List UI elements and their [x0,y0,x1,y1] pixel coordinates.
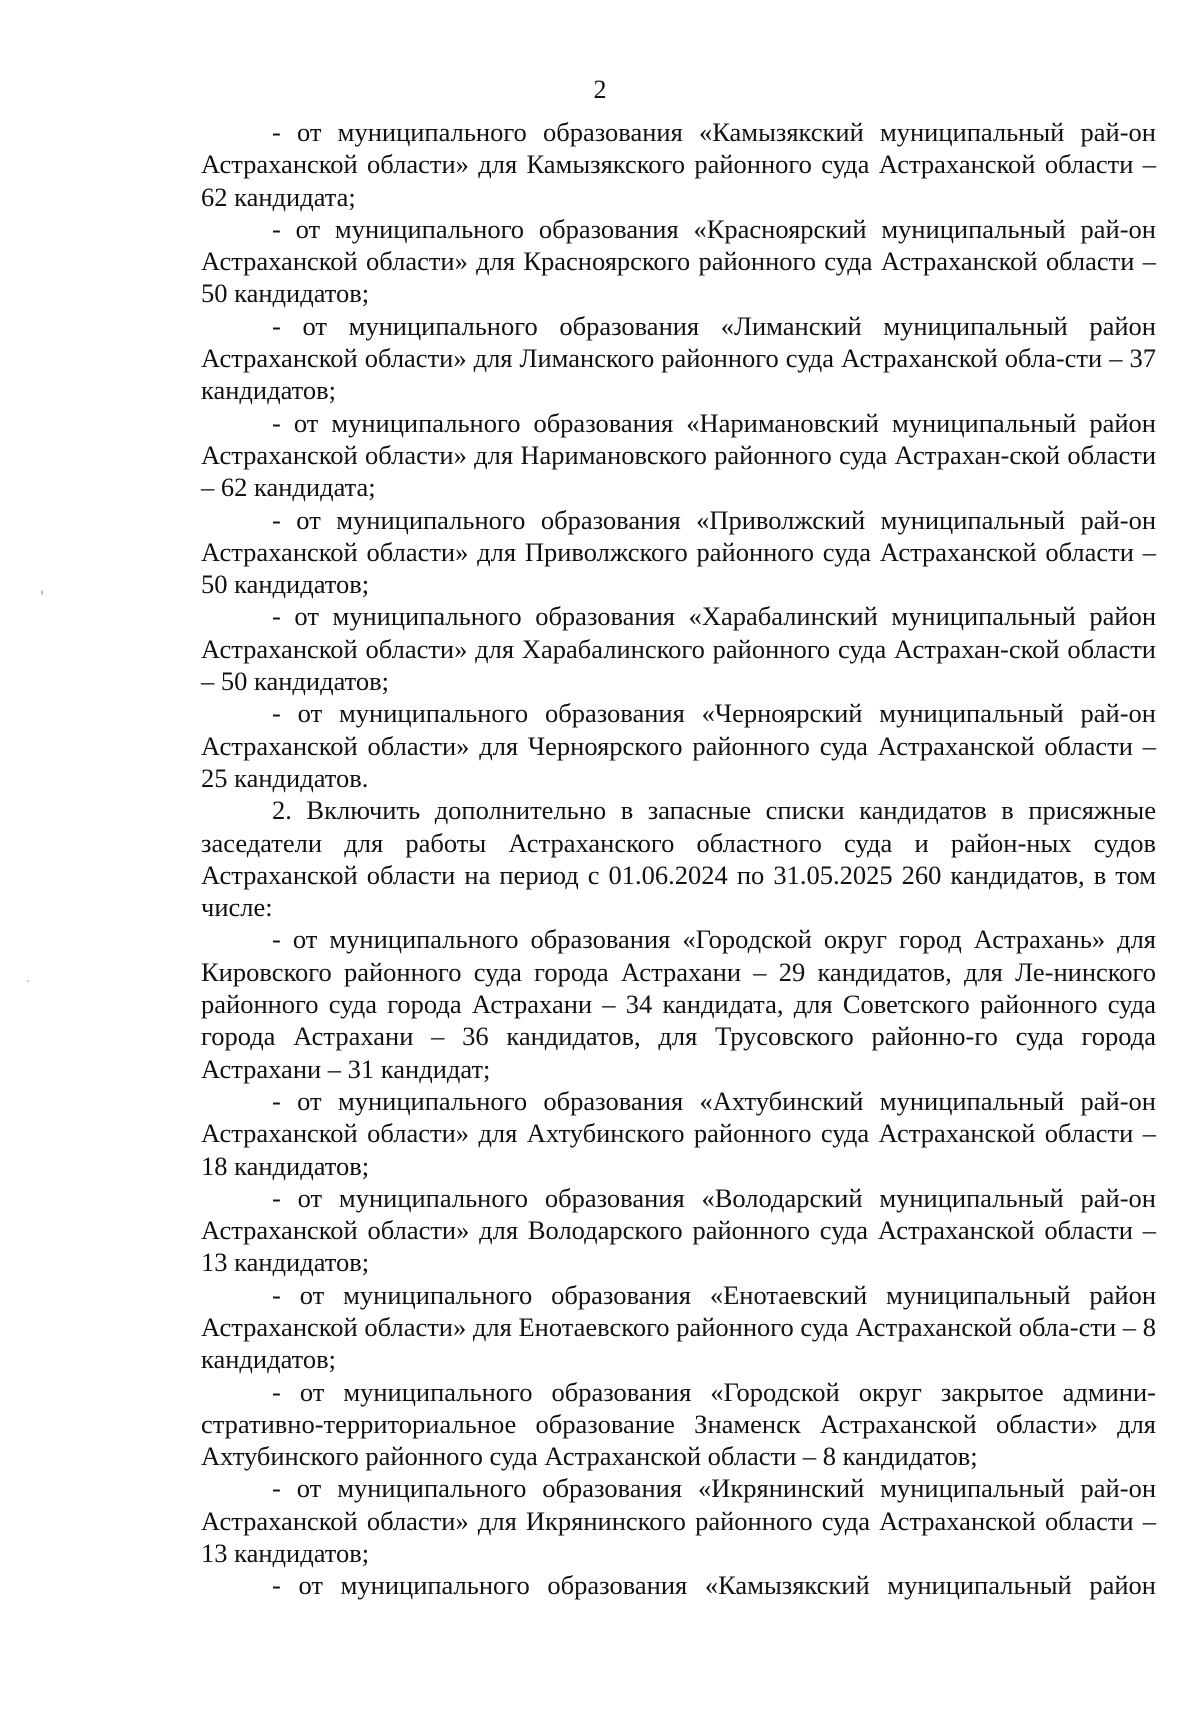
page-number: 2 [593,75,607,104]
document-body [201,116,1156,1602]
list-item-znamensk: - от муниципального образования «Городской округ закрытое админи-стративно-территориальное образование Знаменск Астраханской области» для Ахтубинского районного суда Астраханской области – 8 кандидатов; [201,1376,1156,1472]
list-item-limansky: - от муниципального образования «Лиманский муниципальный район Астраханской области» для Лиманского районного суда Астраханской обла-сти – 37 кандидатов; [201,310,1156,406]
list-item-kamyzyak: - от муниципального образования «Камызякский муниципальный рай-он Астраханской области» для Камызякского районного суда Астраханской области – 62 кандидата; [201,117,1156,212]
list-item-narimanovsky: - от муниципального образования «Наримановский муниципальный район Астраханской области» для Наримановского районного суда Астрахан-ской области – 62 кандидата; [201,407,1156,503]
list-item-chernoyarsk: - от муниципального образования «Черноярский муниципальный рай-он Астраханской области» для Черноярского районного суда Астраханской области – 25 кандидатов. [201,698,1156,793]
scan-speck [41,590,43,595]
clause-2-paragraph: 2. Включить дополнительно в запасные списки кандидатов в присяжные заседатели для работы Астраханского областного суда и район-ных судов Астраханской области на период с 01.06.2024 по 31.05.2025 260 кандидатов, в том числе: [201,795,1156,923]
list-item-enotaevsky: - от муниципального образования «Енотаевский муниципальный район Астраханской области» для Енотаевского районного суда Астраханской обла-сти – 8 кандидатов; [201,1279,1156,1375]
list-item-privolzhsky: - от муниципального образования «Приволжский муниципальный рай-он Астраханской области» для Приволжского районного суда Астраханской области – 50 кандидатов; [201,504,1156,600]
list-item-kharabali: - от муниципального образования «Харабалинский муниципальный район Астраханской области» для Харабалинского районного суда Астрахан-ской области – 50 кандидатов; [201,601,1156,697]
list-item-volodarsky: - от муниципального образования «Володарский муниципальный рай-он Астраханской области» для Володарского районного суда Астраханской области – 13 кандидатов; [201,1182,1156,1278]
list-item-akhtubinsk: - от муниципального образования «Ахтубинский муниципальный рай-он Астраханской области» для Ахтубинского районного суда Астраханской области – 18 кандидатов; [201,1085,1156,1181]
list-item-ikryaninsky: - от муниципального образования «Икрянинский муниципальный рай-он Астраханской области» для Икрянинского районного суда Астраханской области – 13 кандидатов; [201,1473,1156,1569]
scan-speck [27,980,29,982]
list-item-kamyzyak-continued: - от муниципального образования «Камызякский муниципальный район [272,1570,1156,1601]
list-item-krasnoyarsk: - от муниципального образования «Красноярский муниципальный рай-он Астраханской области» для Красноярского районного суда Астраханской области – 50 кандидатов; [201,213,1156,309]
list-item-astrakhan-city: - от муниципального образования «Городской округ город Астрахань» для Кировского районного суда города Астрахани – 29 кандидатов, для Ле-нинского районного суда города Астрахани – 34 кандидата, для Советского районного суда города Астрахани – 36 кандидатов, для Трусовского районно-го суда города Астрахани – 31 кандидат; [201,924,1156,1084]
